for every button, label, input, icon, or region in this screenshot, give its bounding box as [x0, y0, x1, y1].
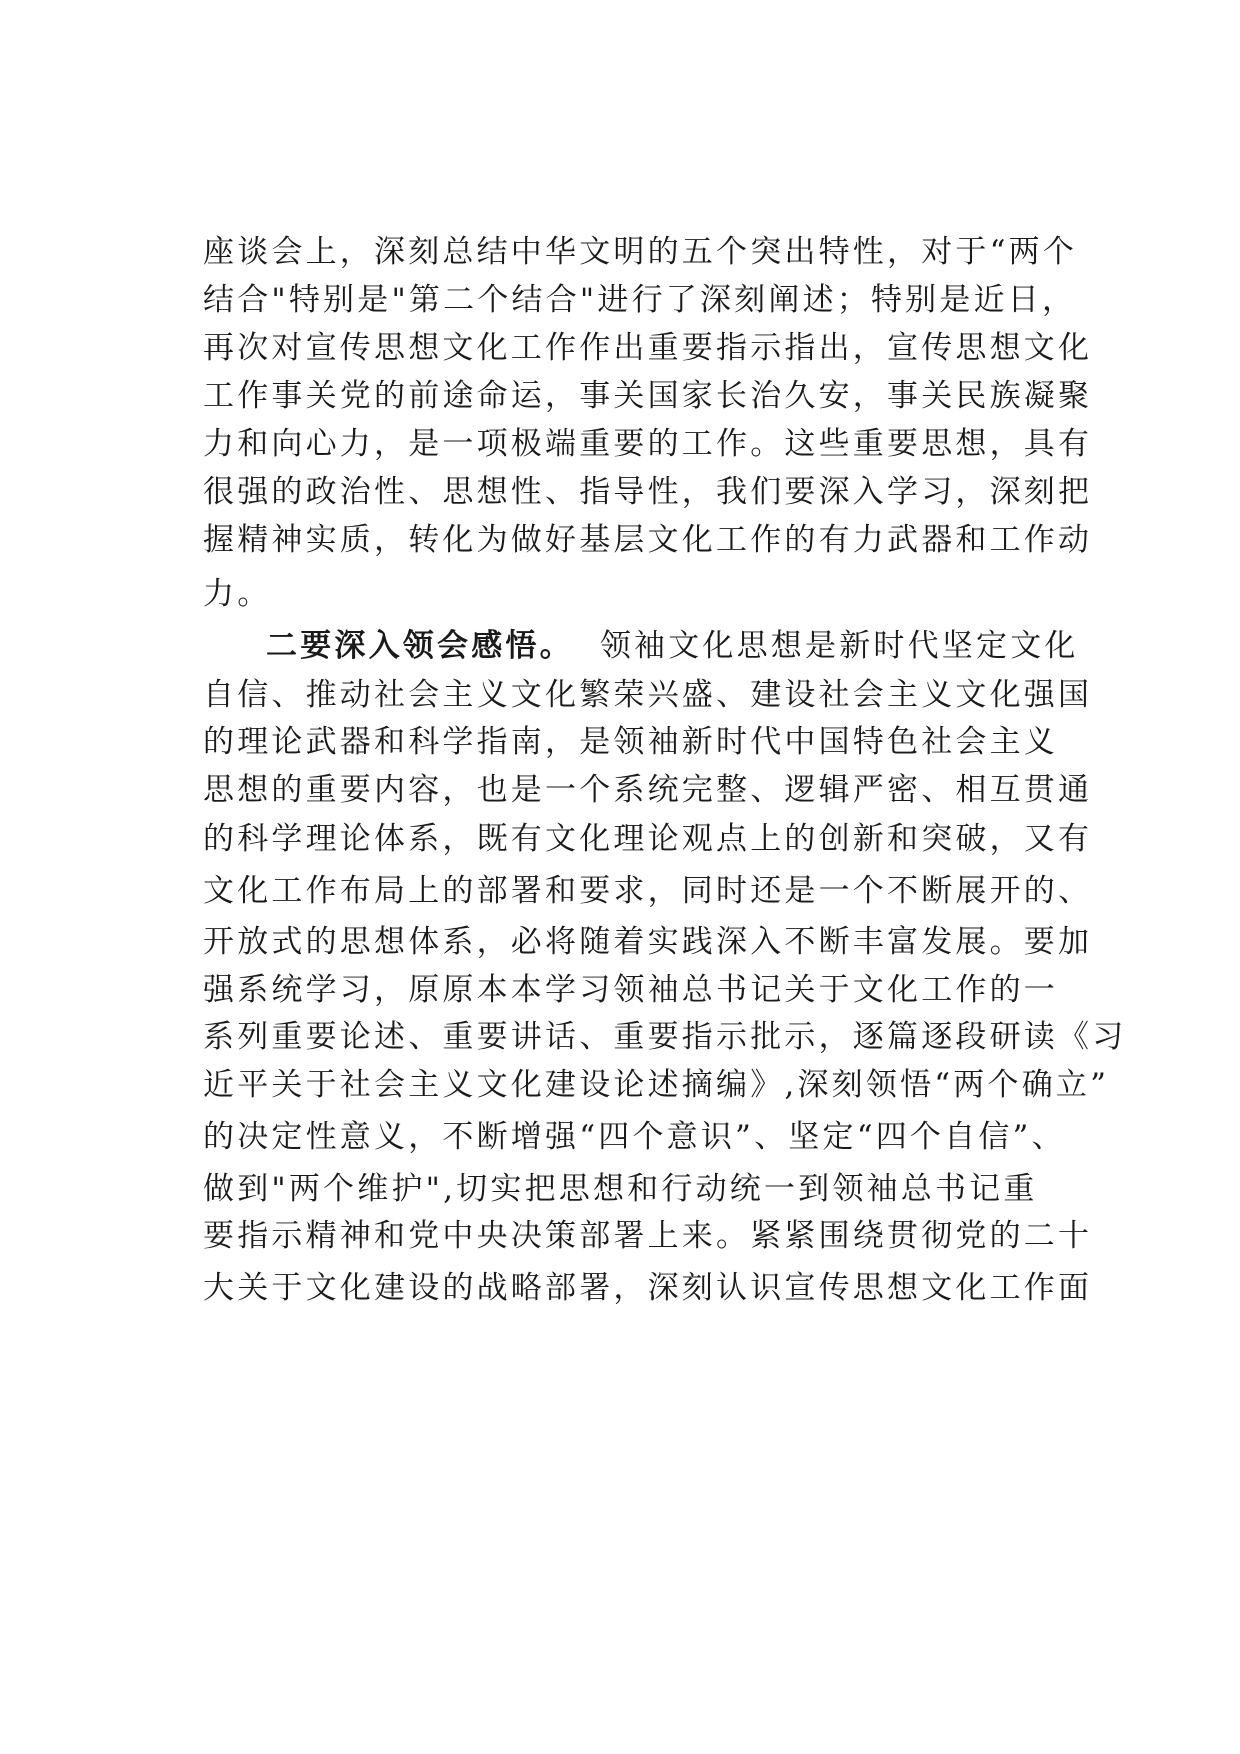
paragraph-line: 结合"特别是"第二个结合"进行了深刻阐述；特别是近日，	[203, 282, 1077, 318]
paragraph-line: 系列重要论述、重要讲话、重要指示批示，逐篇逐段研读《习	[203, 1019, 1127, 1055]
paragraph-line: 强系统学习，原原本本学习领袖总书记关于文化工作的一	[203, 972, 1058, 1008]
paragraph-line: 工作事关党的前途命运，事关国家长治久安，事关民族凝聚	[203, 378, 1093, 414]
paragraph-line: 握精神实质，转化为做好基层文化工作的有力武器和工作动	[203, 522, 1093, 558]
paragraph-line: 自信、推动社会主义文化繁荣兴盛、建设社会主义文化强国	[203, 677, 1093, 713]
paragraph-line: 思想的重要内容，也是一个系统完整、逻辑严密、相互贯通	[203, 772, 1093, 808]
paragraph-text: 领袖文化思想是新时代坚定文化	[599, 628, 1079, 664]
paragraph-first-line	[266, 626, 1079, 666]
paragraph-line: 很强的政治性、思想性、指导性，我们要深入学习，深刻把	[203, 474, 1093, 510]
paragraph-line: 座谈会上，深刻总结中华文明的五个突出特性，对于“两个	[203, 234, 1078, 270]
paragraph-line: 的科学理论体系，既有文化理论观点上的创新和突破，又有	[203, 821, 1093, 857]
paragraph-line: 大关于文化建设的战略部署，深刻认识宣传思想文化工作面	[203, 1270, 1093, 1306]
paragraph-line: 力和向心力，是一项极端重要的工作。这些重要思想，具有	[203, 426, 1093, 462]
paragraph-line: 要指示精神和党中央决策部署上来。紧紧围绕贯彻党的二十	[203, 1218, 1093, 1254]
paragraph-line: 开放式的思想体系，必将随着实践深入不断丰富发展。要加	[203, 924, 1093, 960]
paragraph-line: 力。	[203, 576, 272, 612]
paragraph-line: 再次对宣传思想文化工作作出重要指示指出，宣传思想文化	[203, 330, 1093, 366]
paragraph-line: 的理论武器和科学指南，是领袖新时代中国特色社会主义	[203, 724, 1058, 760]
paragraph-line: 文化工作布局上的部署和要求，同时还是一个不断展开的、	[203, 873, 1093, 909]
paragraph-line: 近平关于社会主义文化建设论述摘编》,深刻领悟“两个确立”	[203, 1067, 1110, 1103]
section-heading: 二要深入领会感悟。	[266, 628, 574, 664]
paragraph-line: 做到"两个维护",切实把思想和行动统一到领袖总书记重	[203, 1171, 1038, 1207]
paragraph-line: 的决定性意义，不断增强“四个意识”、坚定“四个自信”、	[203, 1119, 1066, 1155]
